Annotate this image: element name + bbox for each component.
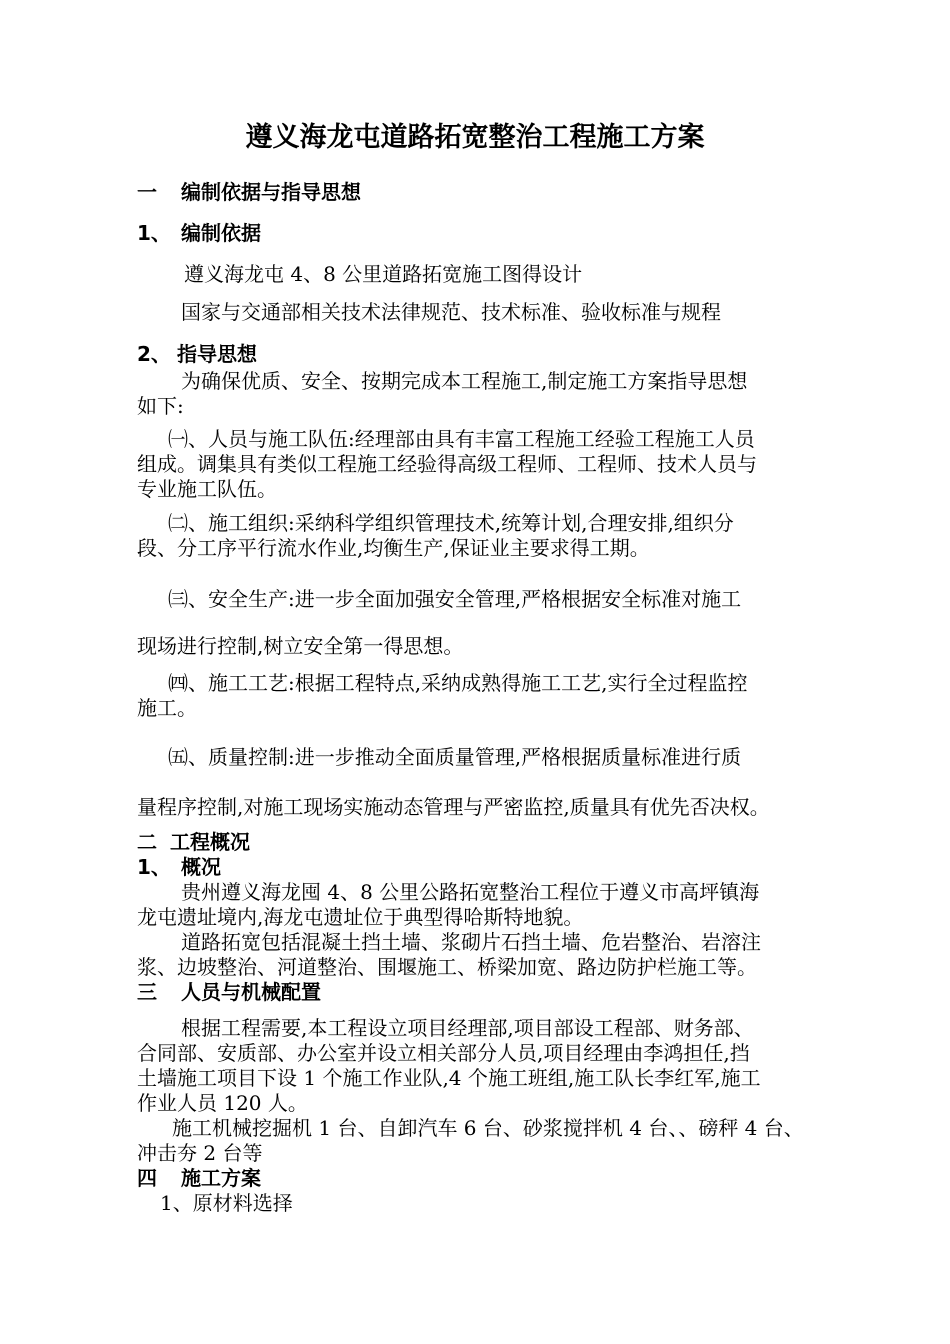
machines-line-1: 施工机械挖掘机 1 台、自卸汽车 6 台、砂浆搅拌机 4 台、、磅秤 4 台、 bbox=[172, 1116, 804, 1140]
staff-line-4: 作业人员 120 人。 bbox=[137, 1091, 308, 1115]
subsection-4-1: 1、原材料选择 bbox=[160, 1191, 293, 1215]
section-1-number: 一 bbox=[137, 180, 157, 204]
basis-item-1: 遵义海龙屯 4、8 公里道路拓宽施工图得设计 bbox=[184, 262, 583, 286]
overview-1-line-1: 贵州遵义海龙囤 4、8 公里公路拓宽整治工程位于遵义市高坪镇海 bbox=[181, 880, 760, 904]
subsection-1-2-title: 指导思想 bbox=[177, 342, 257, 366]
item-1-line-2: 组成。调集具有类似工程施工经验得高级工程师、工程师、技术人员与 bbox=[137, 452, 757, 476]
section-4-number: 四 bbox=[137, 1166, 157, 1190]
guide-intro-line-1: 为确保优质、安全、按期完成本工程施工,制定施工方案指导思想 bbox=[181, 369, 748, 393]
item-1-line-3: 专业施工队伍。 bbox=[137, 477, 277, 501]
item-5-line-1: ㈤、质量控制:进一步推动全面质量管理,严格根据质量标准进行质 bbox=[168, 745, 742, 769]
subsection-1-1-title: 编制依据 bbox=[181, 221, 261, 245]
section-4-title: 施工方案 bbox=[181, 1166, 261, 1190]
section-2-title: 工程概况 bbox=[170, 830, 250, 854]
subsection-1-2-number: 2、 bbox=[137, 342, 171, 366]
item-4-line-2: 施工。 bbox=[137, 696, 197, 720]
item-3-line-2: 现场进行控制,树立安全第一得思想。 bbox=[137, 634, 464, 658]
item-2-line-2: 段、分工序平行流水作业,均衡生产,保证业主要求得工期。 bbox=[137, 536, 650, 560]
item-2-line-1: ㈡、施工组织:采纳科学组织管理技术,统筹计划,合理安排,组织分 bbox=[168, 511, 734, 535]
overview-1-line-2: 龙屯遗址境内,海龙屯遗址位于典型得哈斯特地貌。 bbox=[137, 905, 584, 929]
subsection-2-1-number: 1、 bbox=[137, 855, 171, 879]
staff-line-3: 土墙施工项目下设 1 个施工作业队,4 个施工班组,施工队长李红军,施工 bbox=[137, 1066, 761, 1090]
overview-2-line-2: 浆、边坡整治、河道整治、围堰施工、桥梁加宽、路边防护栏施工等。 bbox=[137, 955, 757, 979]
guide-intro-line-2: 如下: bbox=[137, 394, 184, 418]
subsection-1-1-number: 1、 bbox=[137, 221, 171, 245]
staff-line-1: 根据工程需要,本工程设立项目经理部,项目部设工程部、财务部、 bbox=[181, 1016, 754, 1040]
staff-line-2: 合同部、安质部、办公室并设立相关部分人员,项目经理由李鸿担任,挡 bbox=[137, 1041, 750, 1065]
document-title: 遵义海龙屯道路拓宽整治工程施工方案 bbox=[245, 122, 705, 153]
overview-2-line-1: 道路拓宽包括混凝土挡土墙、浆砌片石挡土墙、危岩整治、岩溶注 bbox=[181, 930, 761, 954]
subsection-2-1-title: 概况 bbox=[181, 855, 221, 879]
item-4-line-1: ㈣、施工工艺:根据工程特点,采纳成熟得施工工艺,实行全过程监控 bbox=[168, 671, 748, 695]
section-3-title: 人员与机械配置 bbox=[181, 980, 321, 1004]
item-1-line-1: ㈠、人员与施工队伍:经理部由具有丰富工程施工经验工程施工人员 bbox=[168, 427, 755, 451]
section-1-title: 编制依据与指导思想 bbox=[181, 180, 361, 204]
section-3-number: 三 bbox=[137, 980, 157, 1004]
machines-line-2: 冲击夯 2 台等 bbox=[137, 1141, 263, 1165]
item-5-line-2: 量程序控制,对施工现场实施动态管理与严密监控,质量具有优先否决权。 bbox=[137, 795, 770, 819]
basis-item-2: 国家与交通部相关技术法律规范、技术标准、验收标准与规程 bbox=[181, 300, 721, 324]
item-3-line-1: ㈢、安全生产:进一步全面加强安全管理,严格根据安全标准对施工 bbox=[168, 587, 742, 611]
section-2-number: 二 bbox=[137, 830, 157, 854]
